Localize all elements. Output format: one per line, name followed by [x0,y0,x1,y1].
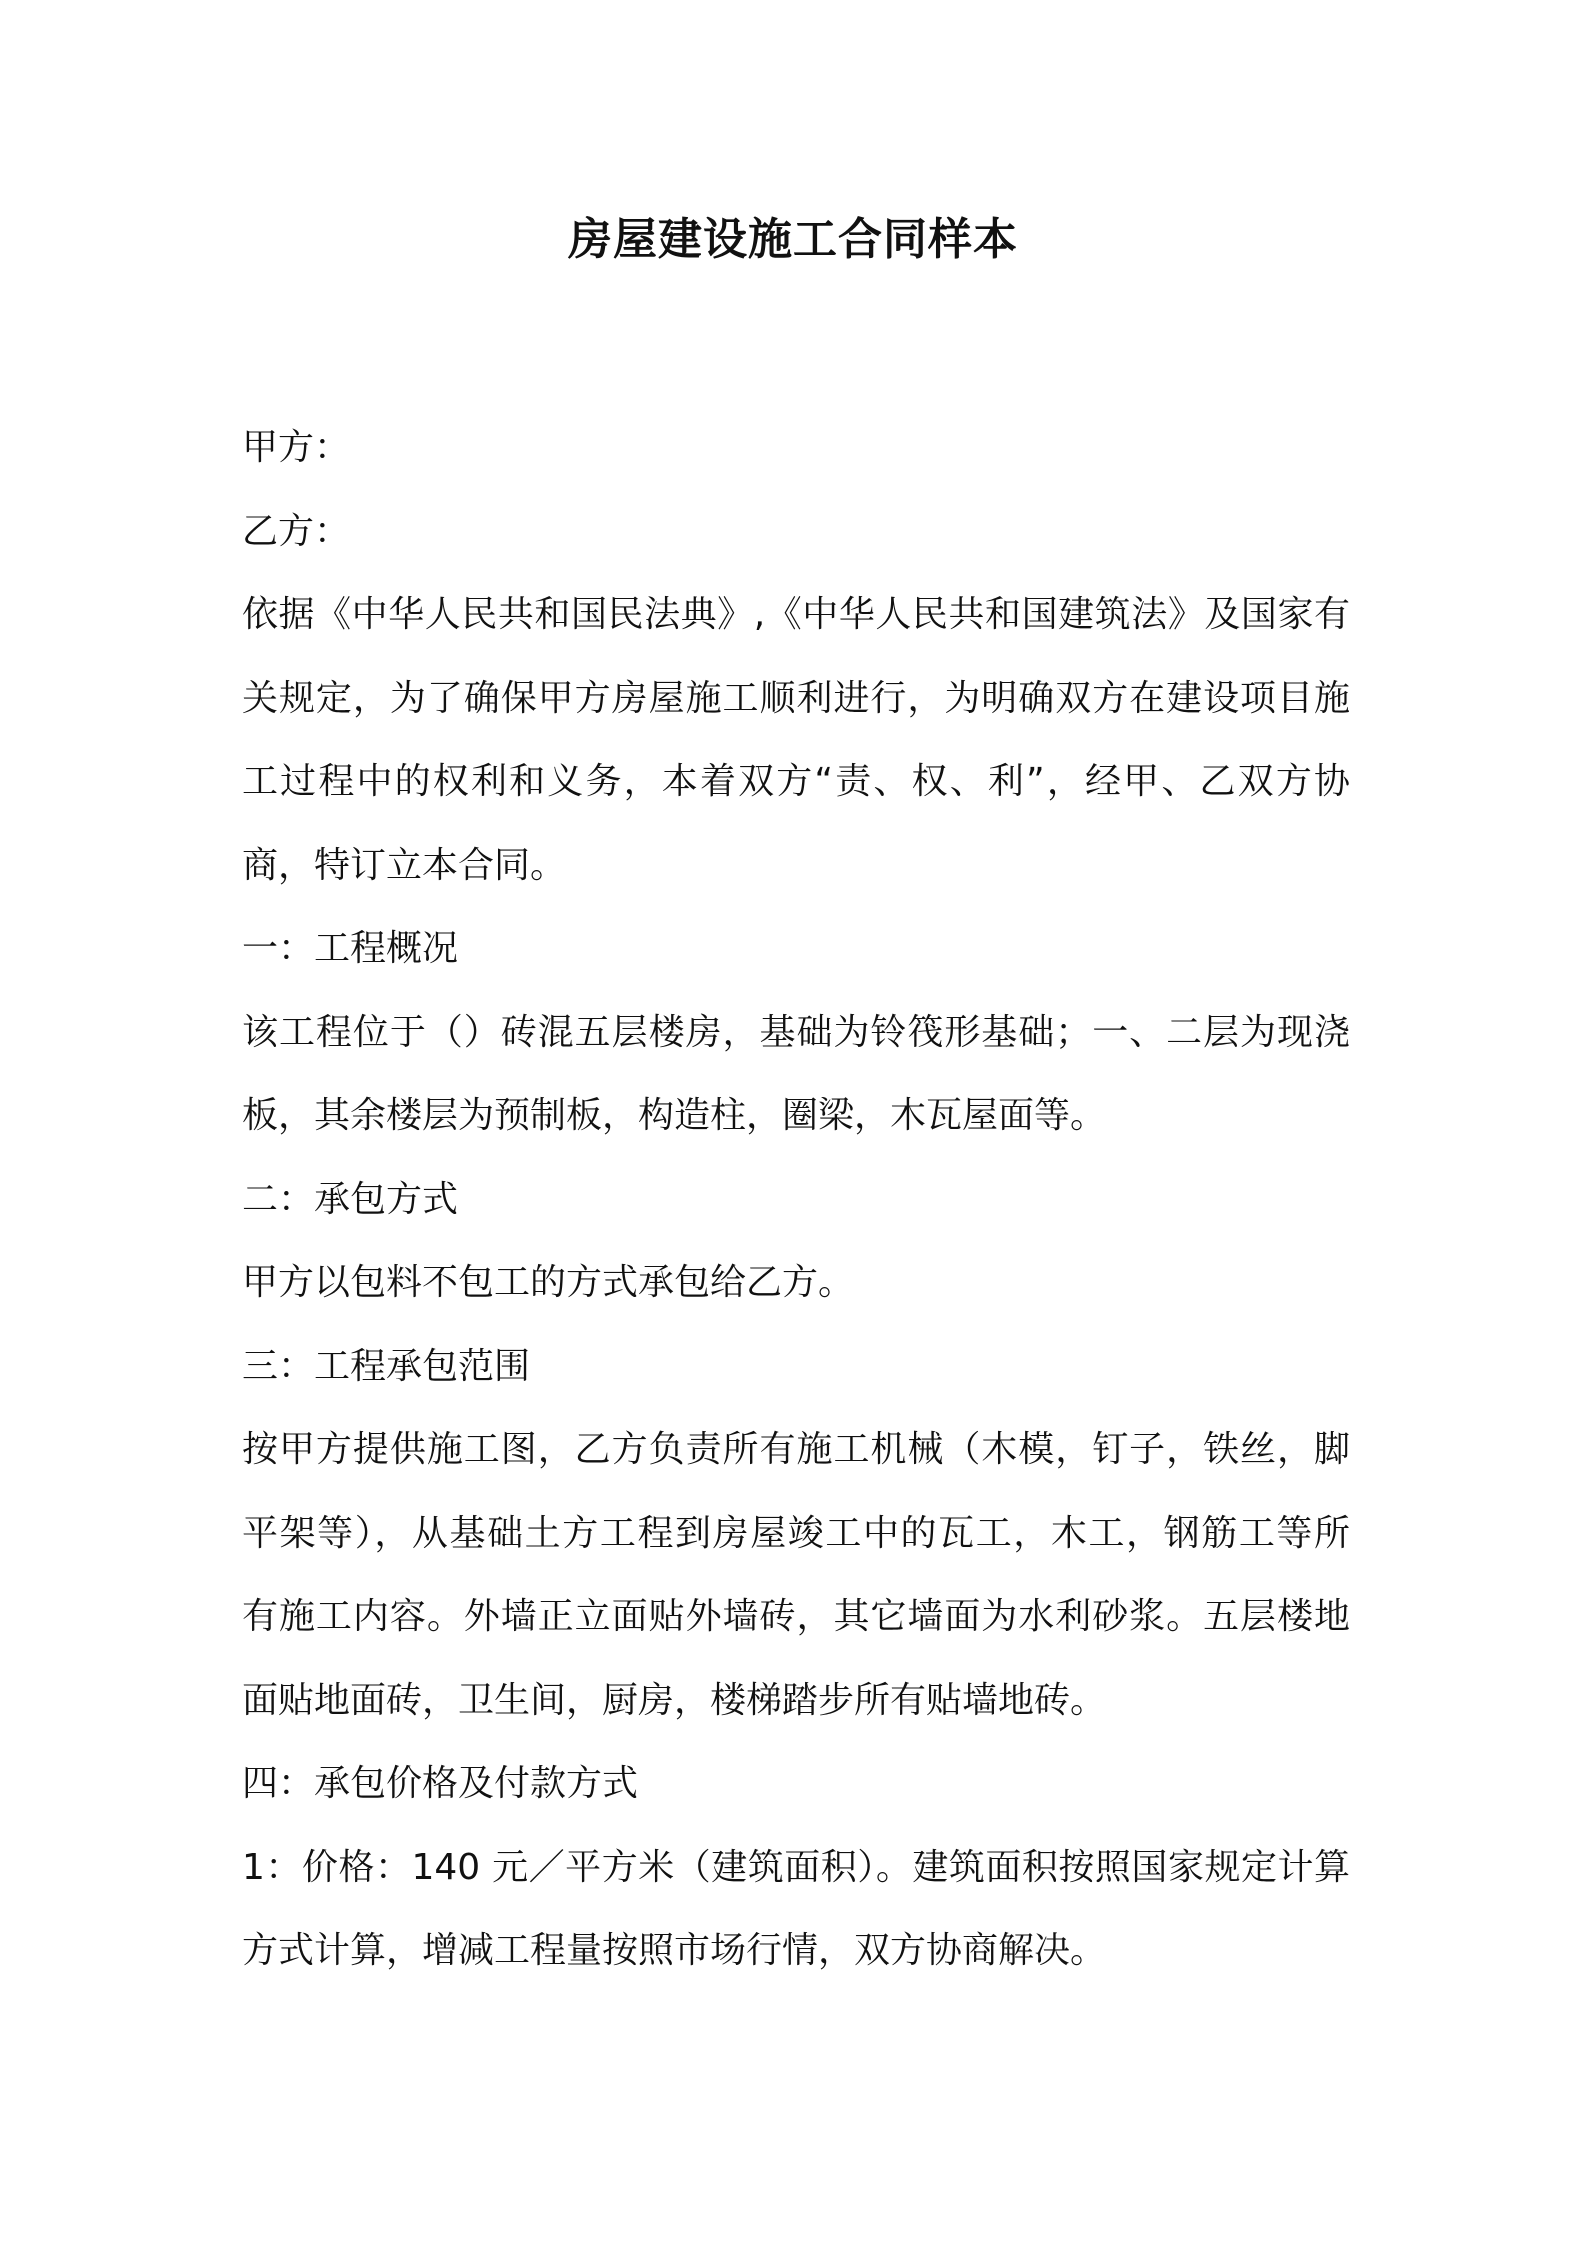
preamble-line-1: 依据《中华人民共和国民法典》,《中华人民共和国建筑法》及国家有 [242,594,1350,635]
section-3-heading: 三：工程承包范围 [242,1345,531,1387]
section-4-line-1: 1：价格：140 元／平方米（建筑面积）。建筑面积按照国家规定计算 [242,1846,1350,1888]
section-4-heading: 四：承包价格及付款方式 [242,1763,639,1804]
section-3-line-3: 有施工内容。外墙正立面贴外墙砖，其它墙面为水利砂浆。五层楼地 [242,1596,1350,1637]
section-2-heading: 二：承包方式 [242,1178,459,1220]
document-title: 房屋建设施工合同样本 [568,214,1018,265]
section-3-line-4: 面贴地面砖，卫生间，厨房，楼梯踏步所有贴墙地砖。 [242,1679,1107,1721]
contract-body [242,406,1350,1993]
preamble-line-2: 关规定，为了确保甲方房屋施工顺利进行，为明确双方在建设项目施 [242,677,1350,719]
section-4-line-2: 方式计算，增减工程量按照市场行情，双方协商解决。 [242,1930,1107,1971]
preamble-line-4: 商，特订立本合同。 [242,844,567,886]
section-2-line-1: 甲方以包料不包工的方式承包给乙方。 [242,1262,855,1303]
preamble-line-3: 工过程中的权利和义务，本着双方“责、权、利”，经甲、乙双方协 [242,761,1350,802]
party-a-line: 甲方： [242,427,351,468]
party-b-line: 乙方： [242,510,351,552]
section-3-line-2: 平架等），从基础土方工程到房屋竣工中的瓦工，木工，钢筋工等所 [242,1512,1350,1554]
section-1-line-2: 板，其余楼层为预制板，构造柱，圈梁，木瓦屋面等。 [242,1095,1107,1136]
section-1-heading: 一：工程概况 [242,928,459,969]
section-1-line-1: 该工程位于（）砖混五层楼房，基础为铃筏形基础；一、二层为现浇 [242,1011,1350,1053]
section-3-line-1: 按甲方提供施工图，乙方负责所有施工机械（木模，钉子，铁丝，脚 [242,1429,1350,1470]
